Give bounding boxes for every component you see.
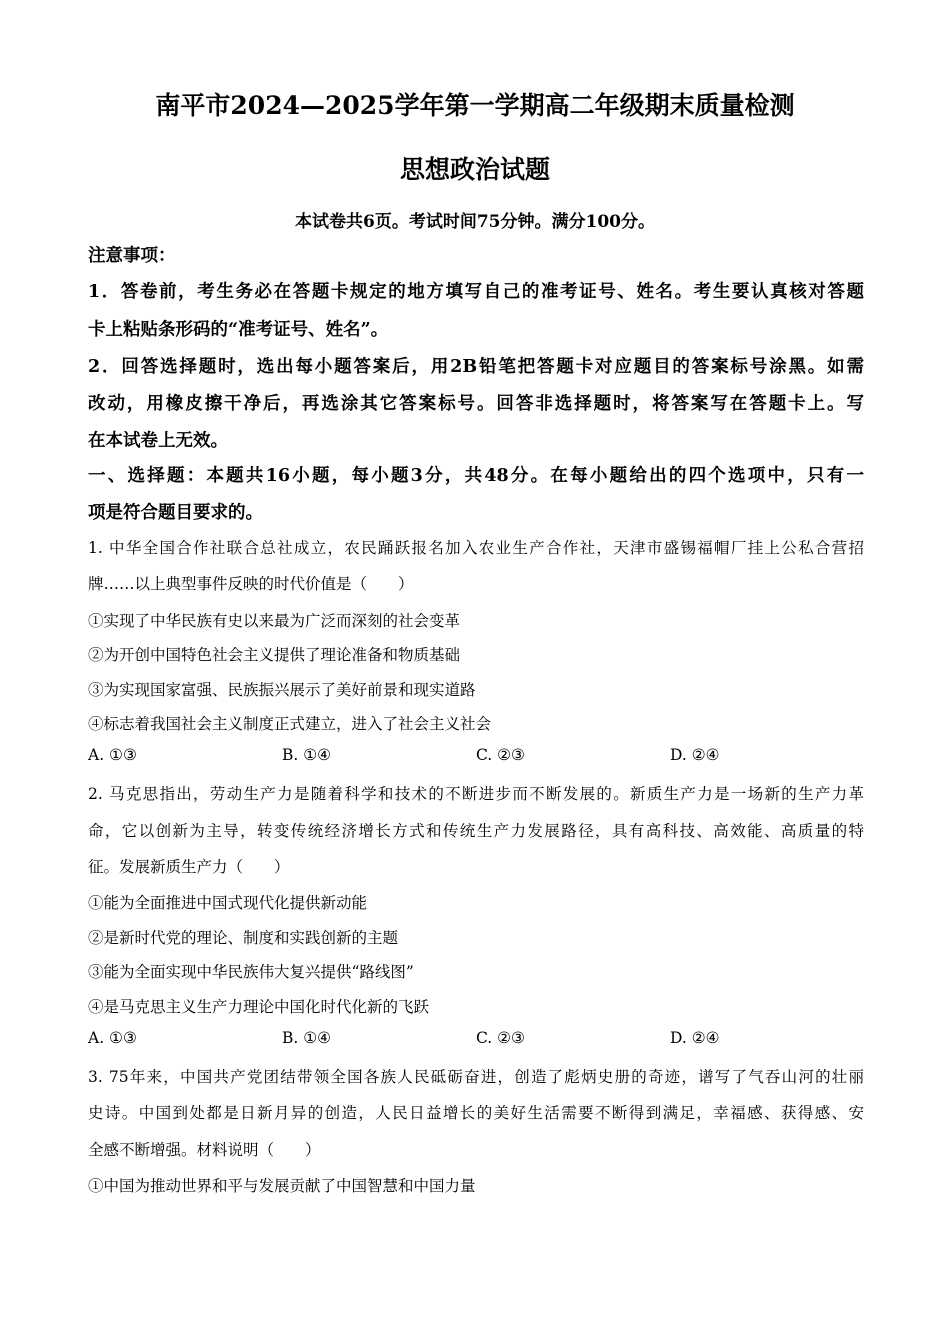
subject-title: 思想政治试题 [399,155,550,184]
q2-stem-line-1: 2. 马克思指出，劳动生产力是随着科学和技术的不断进步而不断发展的。新质生产力是一场新的生产力革 [88,785,864,803]
notice-heading: 注意事项： [88,246,176,266]
section-1-heading-line-1: 一、选择题：本题共16小题，每小题3分，共48分。在每小题给出的四个选项中，只有一 [88,466,864,486]
q1-statement-4: ④标志着我国社会主义制度正式建立，进入了社会主义社会 [88,715,492,733]
q2-stem-line-2: 命，它以创新为主导，转变传统经济增长方式和传统生产力发展路径，具有高科技、高效能、高质量的特 [88,822,864,840]
q1-option-a: A. ①③ [88,746,137,764]
q3-stem-line-1: 3. 75年来，中国共产党团结带领全国各族人民砥砺奋进，创造了彪炳史册的奇迹，谱写了气吞山河的壮丽 [88,1068,864,1086]
q1-option-c: C. ②③ [476,746,525,764]
q3-stem-line-2: 史诗。中国到处都是日新月异的创造，人民日益增长的美好生活需要不断得到满足，幸福感、获得感、安 [88,1104,864,1122]
q2-option-d: D. ②④ [670,1029,720,1047]
q2-statement-4: ④是马克思主义生产力理论中国化时代化新的飞跃 [88,998,430,1016]
q3-stem-line-3: 全感不断增强。材料说明（ ） [88,1141,321,1159]
q2-option-b: B. ①④ [282,1029,332,1047]
exam-title: 南平市2024—2025学年第一学期高二年级期末质量检测 [155,91,795,120]
q1-statement-1: ①实现了中华民族有史以来最为广泛而深刻的社会变革 [88,612,461,630]
q2-option-c: C. ②③ [476,1029,525,1047]
q2-option-a: A. ①③ [88,1029,137,1047]
q1-statement-3: ③为实现国家富强、民族振兴展示了美好前景和现实道路 [88,681,476,699]
q2-statement-2: ②是新时代党的理论、制度和实践创新的主题 [88,929,399,947]
notice-item-2-line-3: 在本试卷上无效。 [88,431,228,451]
q2-statement-1: ①能为全面推进中国式现代化提供新动能 [88,894,368,912]
q1-statement-2: ②为开创中国特色社会主义提供了理论准备和物质基础 [88,646,461,664]
notice-item-2-line-2: 改动，用橡皮擦干净后，再选涂其它答案标号。回答非选择题时，将答案写在答题卡上。写 [88,394,864,414]
notice-item-1-line-2: 卡上粘贴条形码的“准考证号、姓名”。 [88,320,389,340]
q1-option-b: B. ①④ [282,746,332,764]
notice-item-2-line-1: 2．回答选择题时，选出每小题答案后，用2B铅笔把答题卡对应题目的答案标号涂黑。如需 [88,357,864,377]
q2-statement-3: ③能为全面实现中华民族伟大复兴提供“路线图” [88,963,414,981]
q1-option-d: D. ②④ [670,746,720,764]
q1-stem-line-1: 1. 中华全国合作社联合总社成立，农民踊跃报名加入农业生产合作社，天津市盛锡福帽厂挂上公私合营招 [88,539,864,557]
exam-info: 本试卷共6页。考试时间75分钟。满分100分。 [295,212,655,232]
q3-statement-1: ①中国为推动世界和平与发展贡献了中国智慧和中国力量 [88,1177,476,1195]
notice-item-1-line-1: 1．答卷前，考生务必在答题卡规定的地方填写自己的准考证号、姓名。考生要认真核对答题 [88,282,864,302]
section-1-heading-line-2: 项是符合题目要求的。 [88,503,263,523]
q1-stem-line-2: 牌……以上典型事件反映的时代价值是（ ） [88,575,414,593]
q2-stem-line-3: 征。发展新质生产力（ ） [88,858,290,876]
